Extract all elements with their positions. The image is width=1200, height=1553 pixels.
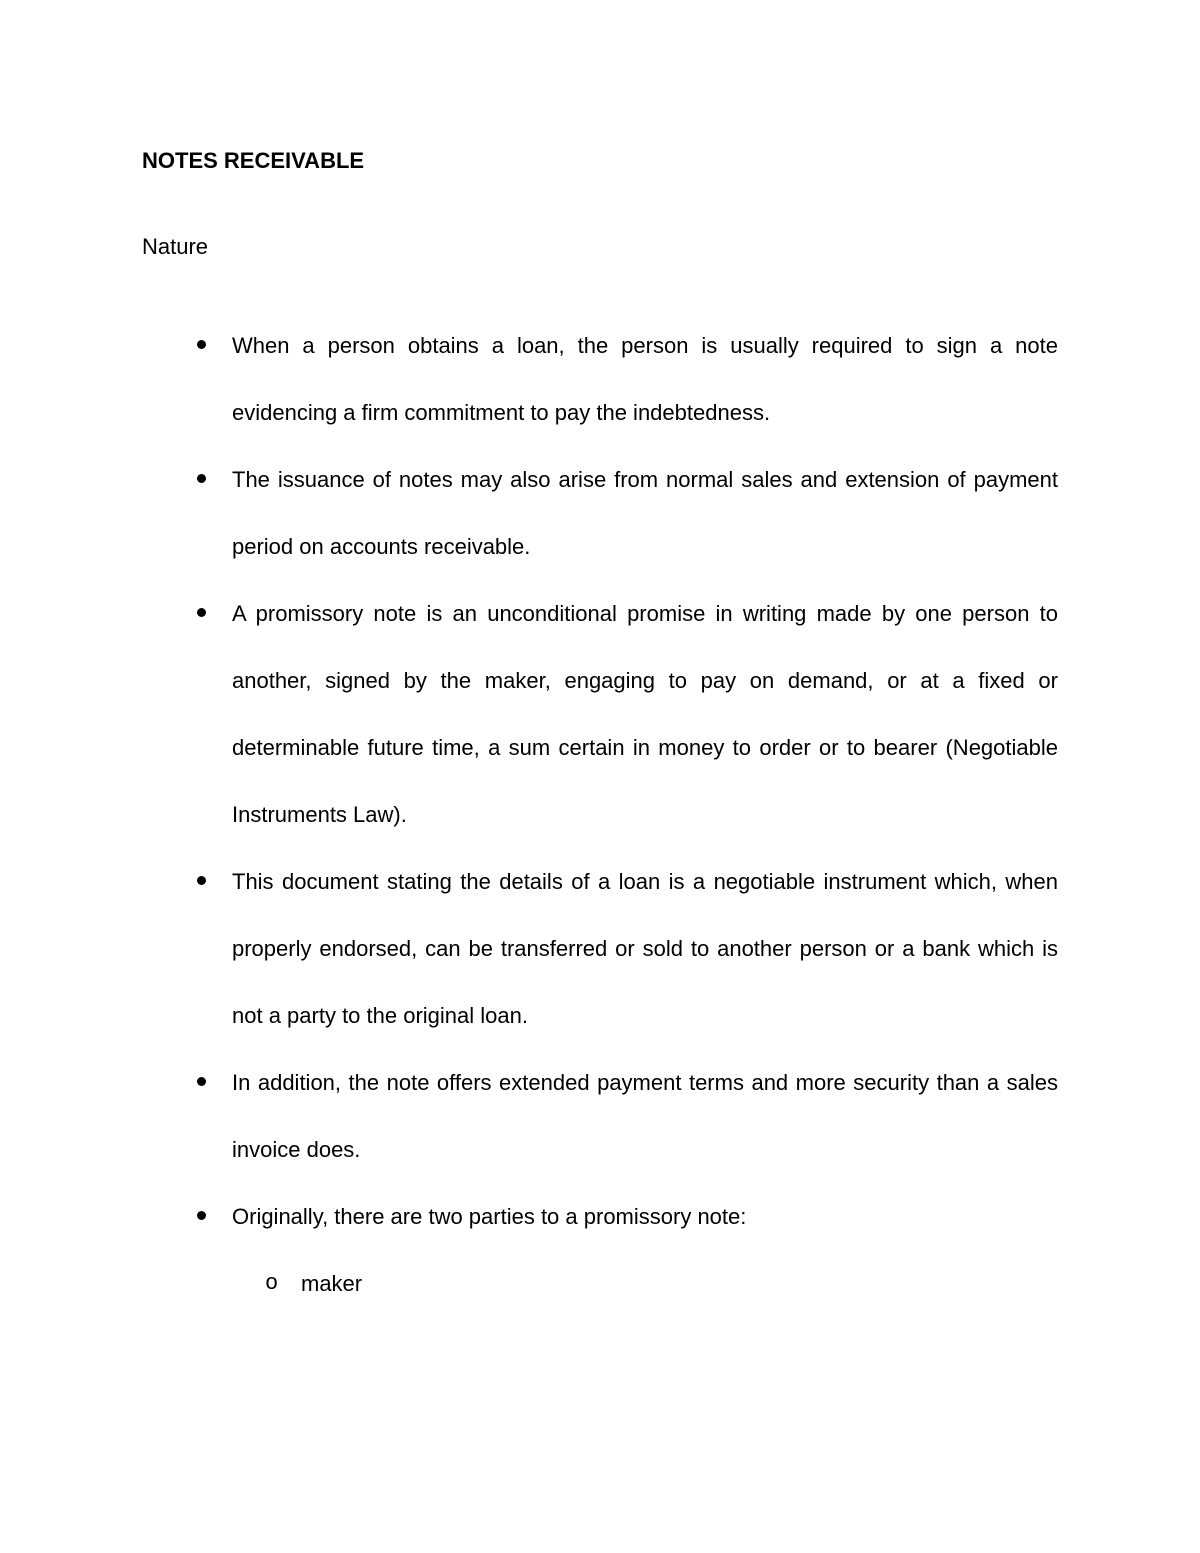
- list-item: [0, 312, 1200, 446]
- list-item: [0, 1049, 1200, 1183]
- list-item: [0, 848, 1200, 1049]
- list-item: [0, 580, 1200, 848]
- document-title: NOTES RECEIVABLE: [142, 148, 365, 173]
- bullet-text: This document stating the details of a loan is a negotiable instrument which, when properly endorsed, can be transferred or sold to another person or a bank which is not a party to the original loan.: [232, 869, 1058, 1028]
- bullet-icon: [197, 1211, 206, 1220]
- bullet-text: In addition, the note offers extended payment terms and more security than a sales invoice does.: [232, 1070, 1058, 1162]
- bullet-text: A promissory note is an unconditional promise in writing made by one person to another, signed by the maker, engaging to pay on demand, or at a fixed or determinable future time, a sum certain in money to order or to bearer (Negotiable Instruments Law).: [232, 601, 1058, 827]
- bullet-icon: [197, 340, 206, 349]
- bullet-icon: [197, 608, 206, 617]
- section-heading-nature: Nature: [142, 234, 209, 259]
- bullet-icon: [197, 474, 206, 483]
- bullet-icon: [197, 1077, 206, 1086]
- list-item: [0, 1183, 1200, 1250]
- list-item: [0, 446, 1200, 580]
- sub-bullet-marker: o: [265, 1271, 279, 1296]
- bullet-text: When a person obtains a loan, the person is usually required to sign a note evidencing a firm commitment to pay the indebtedness.: [232, 333, 1058, 425]
- sub-list-item-maker: [0, 1250, 1200, 1317]
- bullet-text: The issuance of notes may also arise from normal sales and extension of payment period on accounts receivable.: [232, 467, 1058, 559]
- bullet-text: Originally, there are two parties to a promissory note:: [232, 1204, 747, 1229]
- bullet-icon: [197, 876, 206, 885]
- bullet-list: [0, 312, 1200, 1317]
- sub-bullet-text: maker: [301, 1271, 363, 1296]
